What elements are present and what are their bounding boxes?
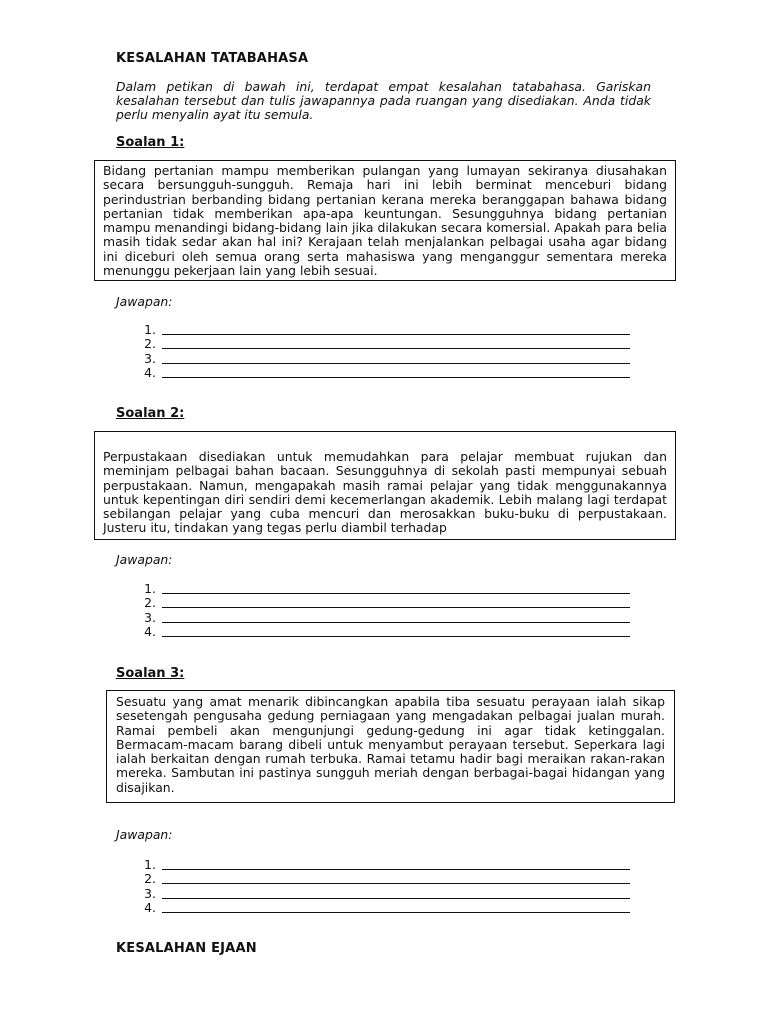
answer-line[interactable]: 1.	[130, 857, 630, 872]
answer-line[interactable]: 3.	[130, 610, 630, 625]
question-1-answer-lines	[130, 322, 630, 380]
question-3-passage: Sesuatu yang amat menarik dibincangkan apabila tiba sesuatu perayaan ialah sikap sesetengah pengusaha gedung perniagaan yang mengadakan pelbagai jualan murah. Ramai pembeli akan mengunjungi gedung-gedung ini agar tidak ketinggalan. Bermacam-macam barang dibeli untuk menyambut perayaan tersebut. Seperkara lagi ialah berkaitan dengan rumah terbuka. Ramai tetamu hadir bagi meraikan rakan-rakan mereka. Sambutan ini pastinya sungguh meriah dengan berbagai-bagai hidangan yang disajikan.	[116, 694, 665, 795]
instructions-text: Dalam petikan di bawah ini, terdapat empat kesalahan tatabahasa. Gariskan kesalahan tersebut dan tulis jawapannya pada ruangan yang disediakan. Anda tidak perlu menyalin ayat itu semula.	[116, 79, 651, 122]
question-3-title: Soalan 3:	[116, 666, 185, 681]
answer-line[interactable]: 3.	[130, 886, 630, 901]
answer-line[interactable]: 4.	[130, 625, 630, 640]
question-2-title: Soalan 2:	[116, 406, 185, 421]
question-1-title: Soalan 1:	[116, 135, 185, 150]
question-1-passage: Bidang pertanian mampu memberikan pulangan yang lumayan sekiranya diusahakan secara bersungguh-sungguh. Remaja hari ini lebih berminat menceburi bidang perindustrian berbanding bidang pertanian kerana mereka beranggapan bahawa bidang pertanian tidak memberikan apa-apa keuntungan. Sesungguhnya bidang pertanian mampu menandingi bidang-bidang lain jika dilakukan secara komersial. Apakah para belia masih tidak sedar akan hal ini? Kerajaan telah menjalankan pelbagai usaha agar bidang ini diceburi oleh semua orang serta mahasiswa yang menganggur sementara mereka menunggu pekerjaan lain yang lebih sesuai.	[103, 163, 667, 279]
question-2-passage: Perpustakaan disediakan untuk memudahkan para pelajar membuat rujukan dan meminjam pelbagai bahan bacaan. Sesungguhnya di sekolah pasti mempunyai sebuah perpustakaan. Namun, mengapakah masih ramai pelajar yang tidak menggunakannya untuk kepentingan diri sendiri demi kecemerlangan akademik. Lebih malang lagi terdapat sebilangan pelajar yang cuba mencuri dan merosakkan buku-buku di perpustakaan. Justeru itu, tindakan yang tegas perlu diambil terhadap	[103, 449, 667, 536]
answer-line[interactable]: 4.	[130, 901, 630, 916]
question-1-answer-label: Jawapan:	[116, 294, 173, 309]
question-3-answer-lines	[130, 857, 630, 915]
answer-line[interactable]: 3.	[130, 351, 630, 366]
section-heading-spelling: KESALAHAN EJAAN	[116, 941, 257, 956]
answer-line[interactable]: 1.	[130, 322, 630, 337]
question-3-answer-label: Jawapan:	[116, 827, 173, 842]
answer-line[interactable]: 2.	[130, 596, 630, 611]
question-3-passage-box	[106, 690, 675, 803]
question-2-passage-box	[94, 431, 676, 540]
answer-line[interactable]: 4.	[130, 366, 630, 381]
answer-line[interactable]: 1.	[130, 581, 630, 596]
question-2-answer-lines	[130, 581, 630, 639]
answer-line[interactable]: 2.	[130, 337, 630, 352]
answer-line[interactable]: 2.	[130, 872, 630, 887]
question-2-answer-label: Jawapan:	[116, 552, 173, 567]
section-heading-grammar: KESALAHAN TATABAHASA	[116, 51, 309, 66]
question-1-passage-box	[94, 160, 676, 281]
